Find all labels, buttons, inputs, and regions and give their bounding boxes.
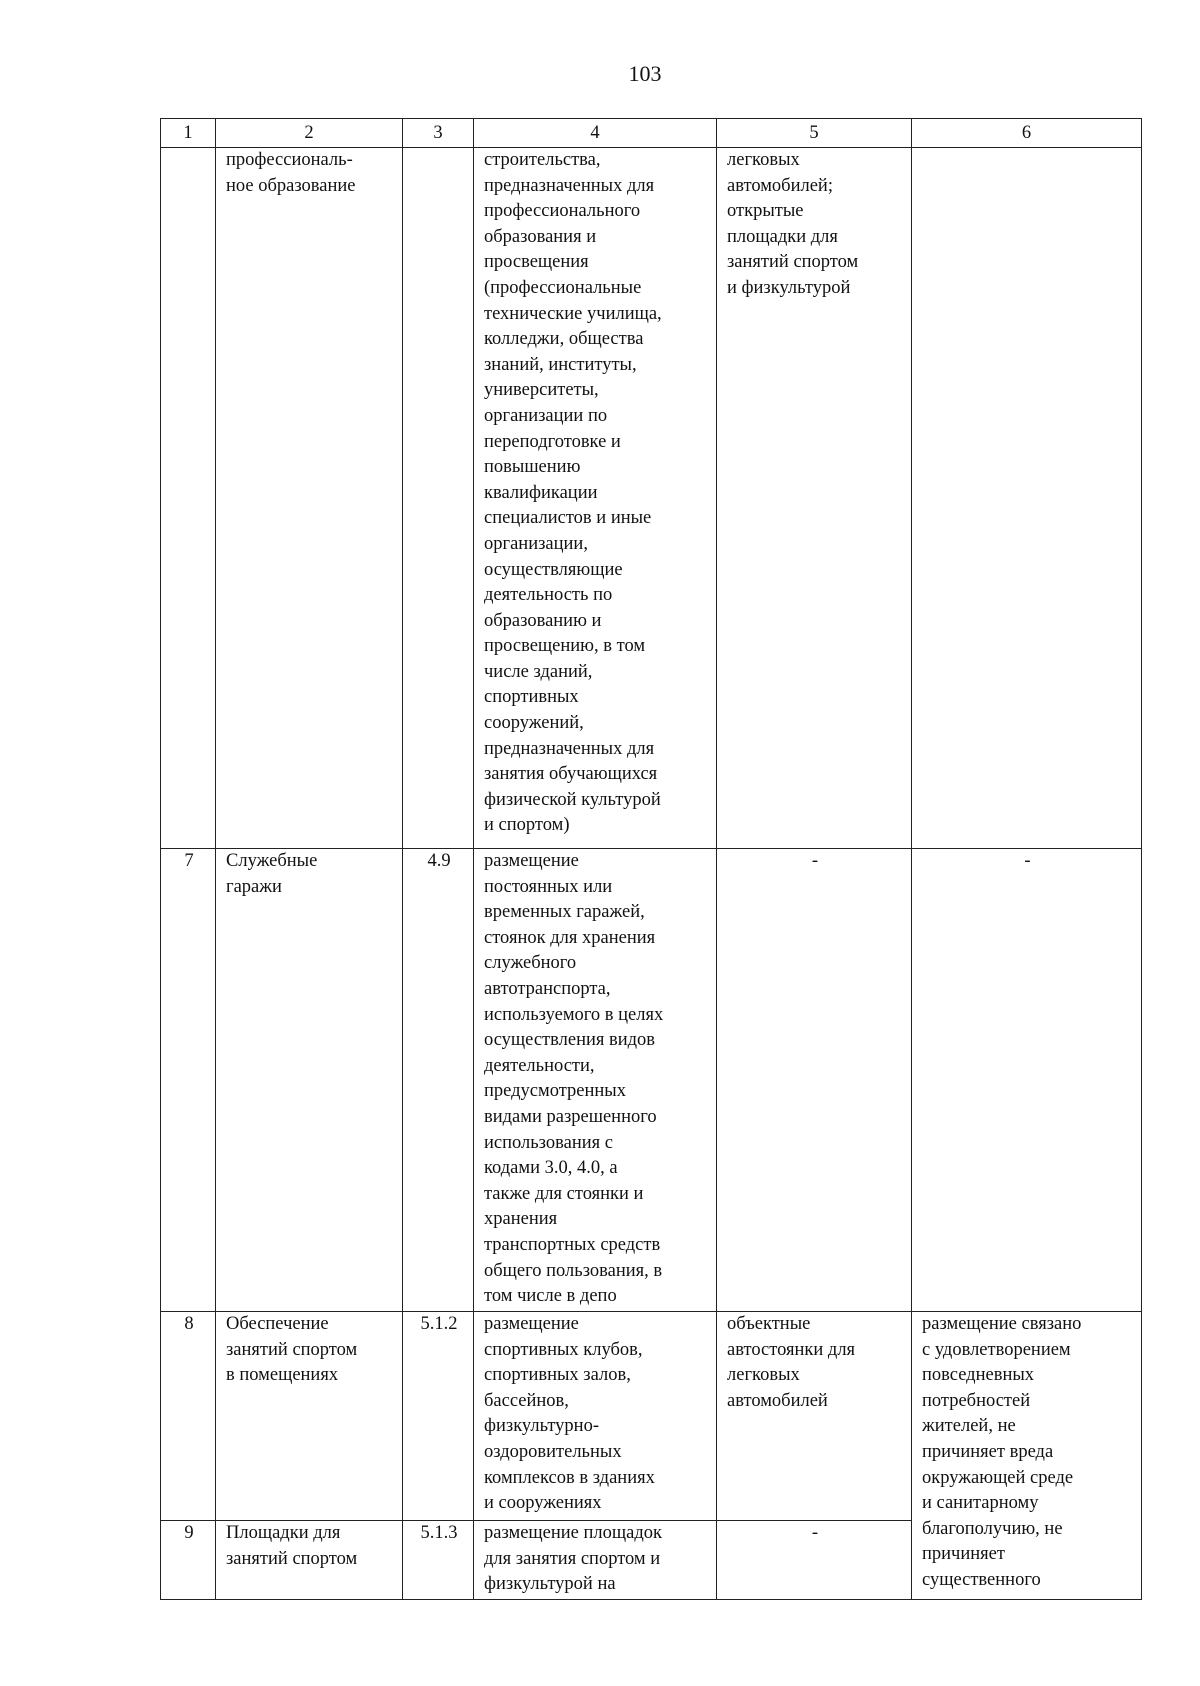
land-use-table [160,118,1142,1600]
auxiliary-use-cell: легковых автомобилей; открытые площадки для занятий спортом и физкультурой [717,148,912,849]
row-number-cell: 8 [161,1312,216,1521]
row-number-cell: 9 [161,1521,216,1600]
conditions-cell: размещение связано с удовлетворением повседневных потребностей жителей, не причиняет вреда окружающей среде и санитарному благополучию, не причиняет существенного [912,1312,1142,1600]
auxiliary-use-cell: - [717,849,912,1312]
column-header: 2 [216,119,403,148]
table-row [161,849,1142,1312]
column-header: 1 [161,119,216,148]
auxiliary-use-cell: объектные автостоянки для легковых автомобилей [717,1312,912,1521]
land-use-name-cell: профессиональ- ное образование [216,148,403,849]
column-header: 5 [717,119,912,148]
description-cell: размещение постоянных или временных гаражей, стоянок для хранения служебного автотранспорта, используемого в целях осуществления видов деятельности, предусмотренных видами разрешенного использования с кодами 3.0, 4.0, а также для стоянки и хранения транспортных средств общего пользования, в том числе в депо [474,849,717,1312]
column-header: 4 [474,119,717,148]
land-use-code-cell [403,148,474,849]
auxiliary-use-cell: - [717,1521,912,1600]
table-header-row [161,119,1142,148]
land-use-code-cell: 5.1.3 [403,1521,474,1600]
row-number-cell: 7 [161,849,216,1312]
land-use-code-cell: 5.1.2 [403,1312,474,1521]
land-use-name-cell: Обеспечение занятий спортом в помещениях [216,1312,403,1521]
description-cell: размещение площадок для занятия спортом и физкультурой на [474,1521,717,1600]
conditions-cell: - [912,849,1142,1312]
table-row [161,148,1142,849]
conditions-cell [912,148,1142,849]
row-number-cell [161,148,216,849]
table-row [161,1312,1142,1521]
description-cell: строительства, предназначенных для профессионального образования и просвещения (профессиональные технические училища, колледжи, общества знаний, институты, университеты, организации по переподготовке и повышению квалификации специалистов и иные организации, осуществляющие деятельность по образованию и просвещению, в том числе зданий, спортивных сооружений, предназначенных для занятия обучающихся физической культурой и спортом) [474,148,717,849]
land-use-name-cell: Служебные гаражи [216,849,403,1312]
land-use-name-cell: Площадки для занятий спортом [216,1521,403,1600]
description-cell: размещение спортивных клубов, спортивных залов, бассейнов, физкультурно- оздоровительных комплексов в зданиях и сооружениях [474,1312,717,1521]
column-header: 3 [403,119,474,148]
page-number: 103 [628,61,662,86]
column-header: 6 [912,119,1142,148]
land-use-code-cell: 4.9 [403,849,474,1312]
